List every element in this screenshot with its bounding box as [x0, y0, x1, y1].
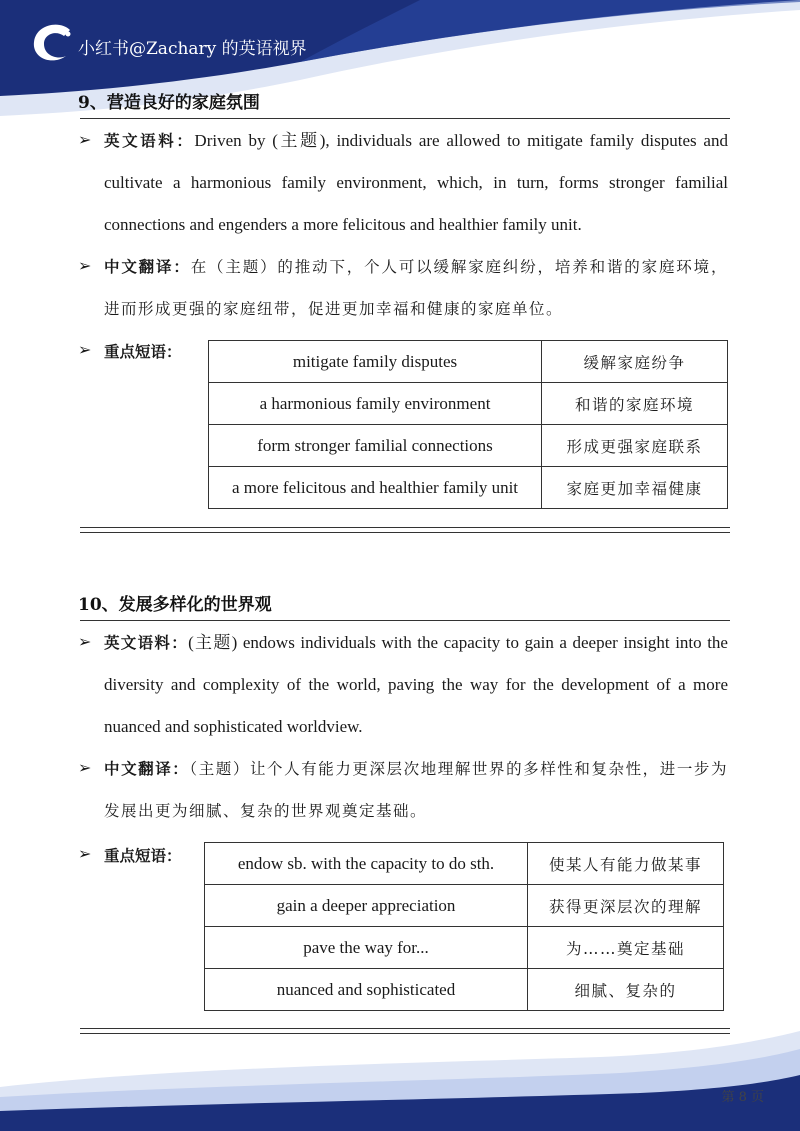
bullet-arrow-icon: ➢	[78, 632, 92, 651]
section-10-phrases-table	[204, 842, 724, 1011]
table-row: form stronger familial connections 形成更强家庭联系	[209, 425, 728, 467]
section-9-english-block	[78, 120, 728, 246]
page-number: 第 8 页	[721, 1090, 764, 1105]
table-row: a harmonious family environment 和谐的家庭环境	[209, 383, 728, 425]
table-row: endow sb. with the capacity to do sth. 使某人有能力做某事	[205, 843, 724, 885]
section-9-title: 9、营造良好的家庭氛围	[78, 93, 260, 113]
section-10-title: 10、发展多样化的世界观	[78, 595, 272, 615]
section-9-phrases-label-row: ➢ 重点短语：	[78, 340, 182, 361]
table-row: gain a deeper appreciation 获得更深层次的理解	[205, 885, 724, 927]
bullet-arrow-icon: ➢	[78, 256, 92, 275]
table-row: nuanced and sophisticated 细腻、复杂的	[205, 969, 724, 1011]
brand-logo-icon	[30, 22, 76, 64]
section-9-chinese-paragraph: 中文翻译：在（主题）的推动下，个人可以缓解家庭纠纷，培养和谐的家庭环境，进而形成更强的家庭纽带，促进更加幸福和健康的家庭单位。	[104, 257, 728, 318]
footer-wave-decoration	[0, 1011, 800, 1131]
section-9-title-rule	[80, 118, 730, 119]
section-9-english-paragraph: 英文语料：Driven by (主题), individuals are allowed to mitigate family disputes and cultivate a harmonious family environment, which, in turn, forms stronger familial connections and engenders a more felicitous and healthier family unit.	[104, 131, 728, 234]
bullet-arrow-icon: ➢	[78, 844, 92, 863]
section-9-chinese-block	[78, 246, 728, 330]
bullet-arrow-icon: ➢	[78, 340, 92, 359]
section-10-english-block	[78, 622, 728, 748]
section-10-english-paragraph: 英文语料：(主题) endows individuals with the capacity to gain a deeper insight into the diversity and complexity of the world, paving the way for the development of a more nuanced and sophisticated worldview.	[104, 633, 728, 736]
bullet-arrow-icon: ➢	[78, 758, 92, 777]
table-row: a more felicitous and healthier family unit 家庭更加幸福健康	[209, 467, 728, 509]
table-row: pave the way for... 为……奠定基础	[205, 927, 724, 969]
section-10-phrases-label-row: ➢ 重点短语：	[78, 844, 182, 865]
section-10-title-rule	[80, 620, 730, 621]
section-9-end-divider	[80, 527, 730, 533]
bullet-arrow-icon: ➢	[78, 130, 92, 149]
brand-title: 小红书@Zachary 的英语视界	[78, 39, 307, 59]
section-10-chinese-block	[78, 748, 728, 832]
section-10-chinese-paragraph: 中文翻译：（主题）让个人有能力更深层次地理解世界的多样性和复杂性，进一步为发展出更为细腻、复杂的世界观奠定基础。	[104, 759, 728, 820]
section-9-phrases-table	[208, 340, 728, 509]
table-row: mitigate family disputes 缓解家庭纷争	[209, 341, 728, 383]
